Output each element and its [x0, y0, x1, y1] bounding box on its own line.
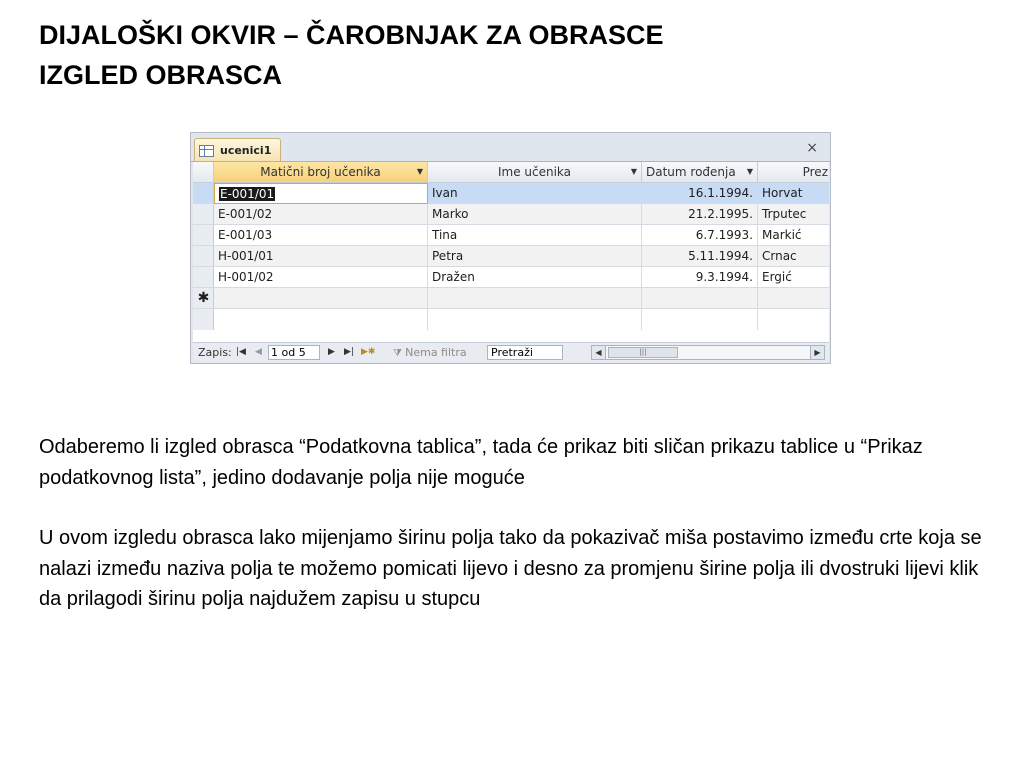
cell-date[interactable]	[642, 288, 758, 309]
slide-title	[39, 15, 999, 95]
datasheet-window	[190, 132, 831, 364]
chevron-down-icon[interactable]: ▼	[746, 167, 753, 176]
cell-id[interactable]	[214, 288, 428, 309]
filter-icon: ⧩	[393, 348, 406, 359]
new-record-row[interactable]	[193, 288, 829, 309]
cell-id[interactable]: E-001/02	[214, 204, 428, 225]
cell-surname[interactable]: Ergić	[758, 267, 829, 288]
document-tab[interactable]	[194, 138, 281, 162]
chevron-down-icon[interactable]: ▼	[416, 167, 423, 176]
cell-surname[interactable]: Crnac	[758, 246, 829, 267]
cell-value: E-001/01	[220, 187, 275, 201]
cell-id[interactable]: H-001/01	[214, 246, 428, 267]
column-header-label: Matični broj učenika	[260, 165, 381, 179]
empty-cell	[428, 309, 642, 330]
table-row[interactable]	[193, 267, 829, 288]
tab-label: ucenici1	[220, 144, 272, 157]
datasheet-icon	[199, 145, 214, 157]
row-selector[interactable]	[193, 246, 214, 267]
chevron-down-icon[interactable]: ▼	[630, 167, 637, 176]
table-row[interactable]	[193, 246, 829, 267]
cell-id[interactable]: E-001/03	[214, 225, 428, 246]
cell-date[interactable]: 21.2.1995.	[642, 204, 758, 225]
cell-surname[interactable]: Trputec	[758, 204, 829, 225]
description-paragraph-1: Odaberemo li izgled obrasca “Podatkovna tablica”, tada će prikaz biti sličan prikazu tablice u “Prikaz podatkovnog lista”, jedino dodavanje polja nije moguće	[39, 436, 923, 489]
row-selector[interactable]	[193, 204, 214, 225]
cell-id[interactable]: H-001/02	[214, 267, 428, 288]
record-navigation-bar	[193, 342, 829, 362]
cell-date[interactable]: 16.1.1994.	[642, 183, 758, 204]
close-icon[interactable]: ×	[806, 140, 818, 156]
cell-name[interactable]: Ivan	[428, 183, 642, 204]
column-header-name[interactable]	[428, 162, 642, 183]
column-header-label: Prez	[802, 165, 828, 179]
cell-name[interactable]: Marko	[428, 204, 642, 225]
cell-date[interactable]: 6.7.1993.	[642, 225, 758, 246]
column-header-surname[interactable]	[758, 162, 829, 183]
row-selector[interactable]	[193, 183, 214, 204]
scroll-right-icon[interactable]: ▶	[810, 346, 824, 359]
cell-surname[interactable]	[758, 288, 829, 309]
cell-name[interactable]: Tina	[428, 225, 642, 246]
cell-surname[interactable]: Horvat	[758, 183, 829, 204]
scroll-thumb[interactable]: |||	[608, 347, 678, 358]
horizontal-scrollbar[interactable]	[591, 345, 825, 360]
previous-record-icon[interactable]: ◀	[255, 347, 262, 357]
first-record-icon[interactable]: |◀	[236, 347, 246, 357]
description-paragraph-2: U ovom izgledu obrasca lako mijenjamo širinu polja tako da pokazivač miša postavimo između crte koja se nalazi između naziva polja te možemo pomicati lijevo i desno za promjenu širine polja ili dvostruki lijevi klik da prilagodi širinu polja najdužem zapisu u stupcu	[39, 527, 982, 610]
new-record-icon: ✱	[197, 290, 210, 306]
cell-name[interactable]: Petra	[428, 246, 642, 267]
empty-row	[193, 309, 829, 330]
column-header-date[interactable]	[642, 162, 758, 183]
record-label: Zapis:	[198, 346, 232, 359]
cell-id[interactable]	[214, 183, 428, 204]
next-record-icon[interactable]: ▶	[328, 347, 335, 357]
empty-cell	[642, 309, 758, 330]
cell-name[interactable]: Dražen	[428, 267, 642, 288]
scroll-left-icon[interactable]: ◀	[592, 346, 606, 359]
column-header-label: Datum rođenja	[646, 165, 736, 179]
cell-date[interactable]: 9.3.1994.	[642, 267, 758, 288]
title-line-2: IZGLED OBRASCA	[39, 60, 282, 90]
column-header-label: Ime učenika	[497, 165, 572, 179]
cell-surname[interactable]: Markić	[758, 225, 829, 246]
record-position-input[interactable]: 1 od 5	[268, 345, 320, 360]
cell-name[interactable]	[428, 288, 642, 309]
column-header-id[interactable]	[214, 162, 428, 183]
row-selector[interactable]	[193, 267, 214, 288]
new-record-button-icon[interactable]: ▶✱	[361, 347, 376, 357]
search-input[interactable]: Pretraži	[487, 345, 563, 360]
last-record-icon[interactable]: ▶|	[344, 347, 354, 357]
empty-cell	[758, 309, 829, 330]
table-row[interactable]	[193, 225, 829, 246]
header-row	[193, 162, 829, 183]
datasheet-grid	[193, 162, 829, 342]
cell-date[interactable]: 5.11.1994.	[642, 246, 758, 267]
row-selector[interactable]	[193, 225, 214, 246]
row-selector	[193, 309, 214, 330]
select-all-button[interactable]	[193, 162, 214, 183]
table-row[interactable]	[193, 183, 829, 204]
title-line-1: DIJALOŠKI OKVIR – ČAROBNJAK ZA OBRASCE	[39, 20, 664, 50]
table-row[interactable]	[193, 204, 829, 225]
filter-status[interactable]	[393, 346, 467, 359]
empty-cell	[214, 309, 428, 330]
filter-label: Nema filtra	[405, 346, 467, 359]
